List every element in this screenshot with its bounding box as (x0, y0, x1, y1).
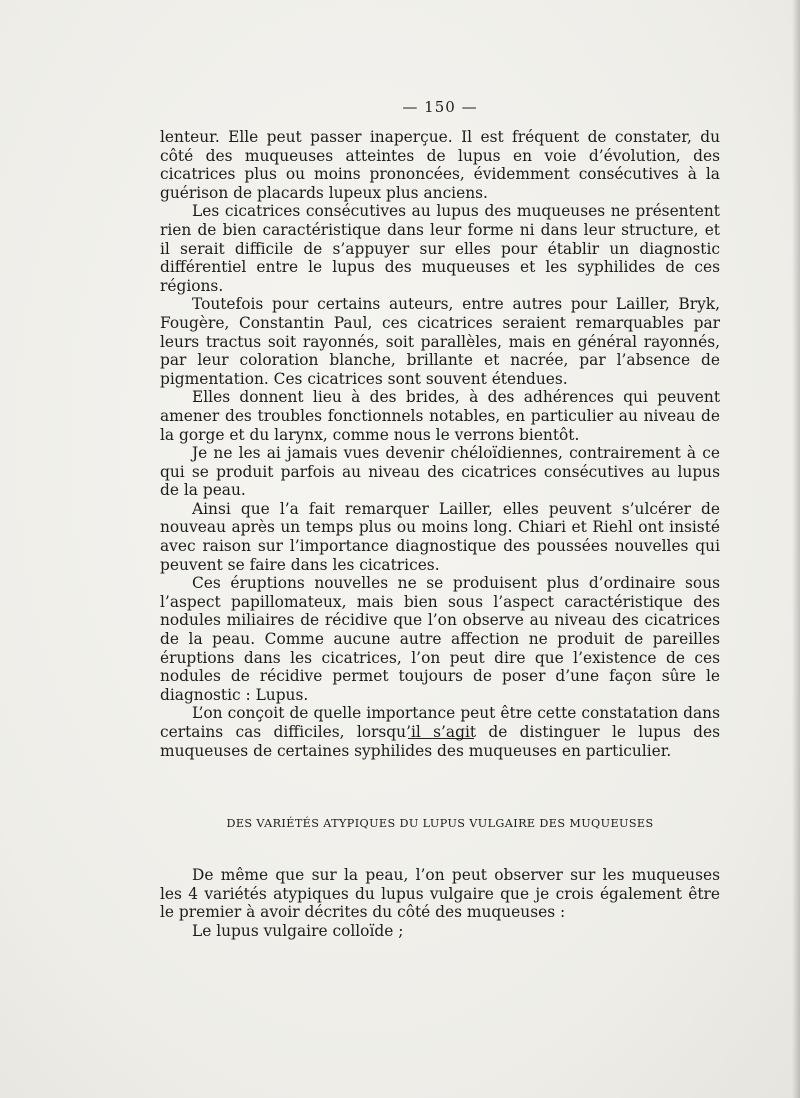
paragraph: Je ne les ai jamais vues devenir chéloïdiennes, contrairement à ce qui se produit parfois au niveau des cicatrices consécutives au lupus de la peau. (160, 444, 720, 500)
page-number: — 150 — (402, 98, 478, 116)
section-heading: DES VARIÉTÉS ATYPIQUES DU LUPUS VULGAIRE DES MUQUEUSES (226, 817, 654, 830)
paragraph: De même que sur la peau, l’on peut observer sur les muqueuses les 4 variétés atypiques du lupus vulgaire que je crois également être le premier à avoir décrites du côté des muqueuses : (160, 866, 720, 922)
paragraph: Ces éruptions nouvelles ne se produisent plus d’ordinaire sous l’aspect papillomateux, mais bien sous l’aspect caractéristique des nodules miliaires de récidive que l’on observe au niveau des cicatrices de la peau. Comme aucune autre affection ne produit de pareilles éruptions dans les cicatrices, l’on peut dire que l’existence de ces nodules de récidive permet toujours de poser d’une façon sûre le diagnostic : Lupus. (160, 574, 720, 704)
paragraph: L’on conçoit de quelle importance peut être cette constatation dans certains cas difficiles, lorsqu’il s’agit de distinguer le lupus des muqueuses de certaines syphilides des muqueuses en particulier. (160, 704, 720, 760)
section-divider (408, 738, 474, 739)
body-text (160, 128, 720, 760)
section-body-text (160, 866, 720, 940)
paragraph: Le lupus vulgaire colloïde ; (192, 921, 404, 940)
paragraph: Toutefois pour certains auteurs, entre autres pour Lailler, Bryk, Fougère, Constantin Paul, ces cicatrices seraient remarquables par leurs tractus soit rayonnés, soit parallèles, mais en général rayonnés, par leur coloration blanche, brillante et nacrée, par l’absence de pigmentation. Ces cicatrices sont souvent étendues. (160, 295, 720, 388)
paragraph: Elles donnent lieu à des brides, à des adhérences qui peuvent amener des troubles fonctionnels notables, en particulier au niveau de la gorge et du larynx, comme nous le verrons bientôt. (160, 388, 720, 444)
paragraph-continuation: lenteur. Elle peut passer inaperçue. Il est fréquent de constater, du côté des muqueuses atteintes de lupus en voie d’évolution, des cicatrices plus ou moins prononcées, évidemment consécutives à la guérison de placards lupeux plus anciens. (160, 128, 720, 202)
page-edge-shadow (792, 0, 800, 1098)
paragraph: Ainsi que l’a fait remarquer Lailler, elles peuvent s’ulcérer de nouveau après un temps plus ou moins long. Chiari et Riehl ont insisté avec raison sur l’importance diagnostique des poussées nouvelles qui peuvent se faire dans les cicatrices. (160, 499, 720, 574)
paragraph: Les cicatrices consécutives au lupus des muqueuses ne présentent rien de bien caractéristique dans leur forme ni dans leur structure, et il serait difficile de s’appuyer sur elles pour établir un diagnostic différentiel entre le lupus des muqueuses et les syphilides de ces régions. (160, 202, 720, 295)
